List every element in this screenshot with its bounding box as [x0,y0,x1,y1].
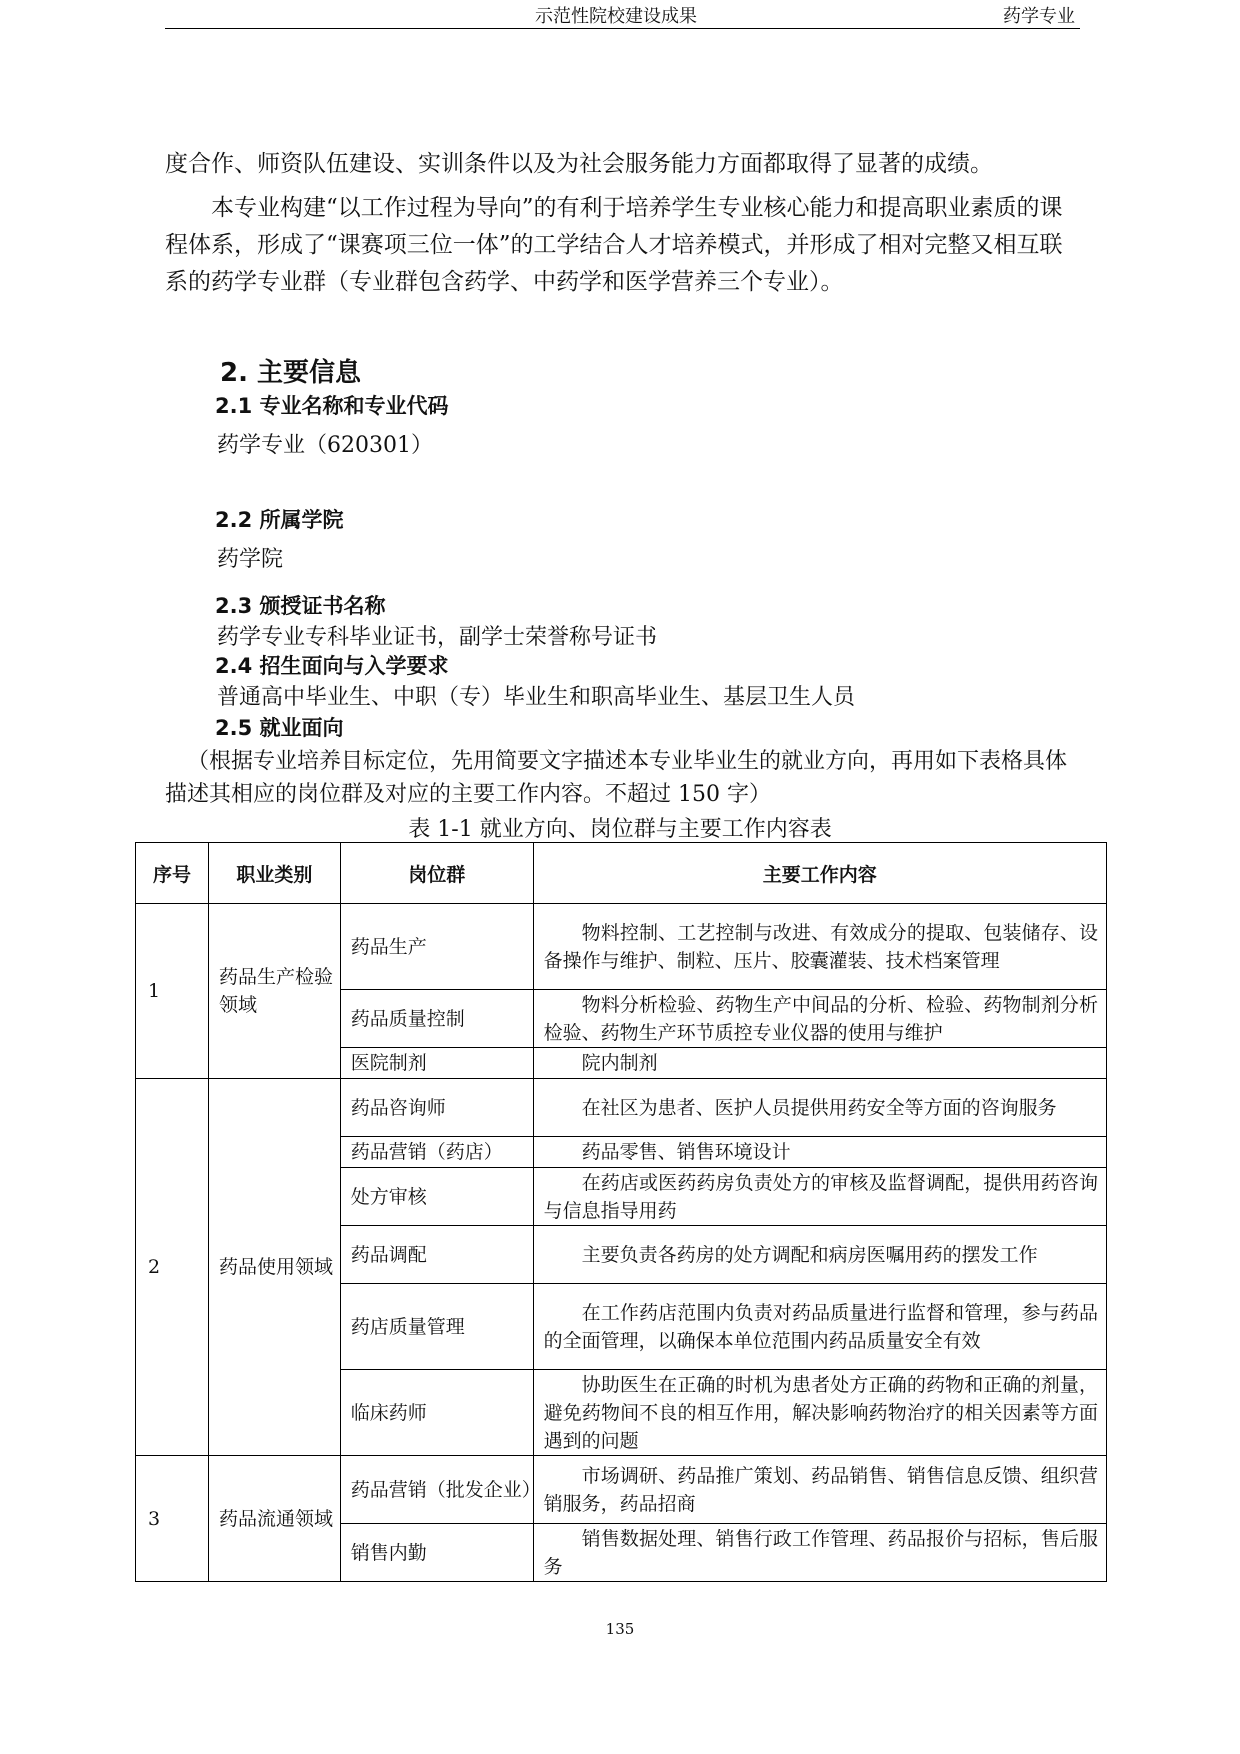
position-cell: 药品咨询师 [340,1079,533,1137]
intro-paragraph-2: 本专业构建“以工作过程为导向”的有利于培养学生专业核心能力和提高职业素质的课程体系，形成了“课赛项三位一体”的工学结合人才培养模式，并形成了相对完整又相互联系的药学专业群（专业群包含药学、中药学和医学营养三个专业）。 [165,195,1063,295]
header-category: 职业类别 [208,843,340,904]
work-cell: 药品零售、销售环境设计 [533,1137,1106,1168]
position-cell: 药品调配 [340,1226,533,1284]
work-cell: 协助医生在正确的时机为患者处方正确的药物和正确的剂量，避免药物间不良的相互作用，解决影响药物治疗的相关因素等方面遇到的问题 [533,1370,1106,1456]
subsection-2-3-title: 2.3 颁授证书名称 [215,594,386,618]
position-cell: 临床药师 [340,1370,533,1456]
subsection-2-2-body: 药学院 [217,547,284,572]
work-cell: 市场调研、药品推广策划、药品销售、销售信息反馈、组织营销服务，药品招商 [533,1456,1106,1524]
subsection-2-4-title: 2.4 招生面向与入学要求 [215,654,449,678]
header-position: 岗位群 [340,843,533,904]
category-cell: 药品流通领域 [208,1456,340,1582]
header-title: 示范性院校建设成果 [535,6,697,27]
section-title: 2. 主要信息 [220,358,362,388]
category-cell: 药品使用领域 [208,1079,340,1456]
work-cell: 在社区为患者、医护人员提供用药安全等方面的咨询服务 [533,1079,1106,1137]
work-cell: 物料分析检验、药物生产中间品的分析、检验、药物制剂分析检验、药物生产环节质控专业仪器的使用与维护 [533,990,1106,1048]
header-work: 主要工作内容 [533,843,1106,904]
subsection-2-3-body: 药学专业专科毕业证书，副学士荣誉称号证书 [217,625,658,650]
intro-paragraph-1: 度合作、师资队伍建设、实训条件以及为社会服务能力方面都取得了显著的成绩。 [165,151,993,177]
seq-cell: 3 [136,1456,209,1582]
table-row [136,1456,1107,1524]
table-caption: 表 1-1 就业方向、岗位群与主要工作内容表 [408,817,832,842]
page-number: 135 [605,1620,635,1638]
subsection-2-5-title: 2.5 就业面向 [215,716,344,740]
position-cell: 药品营销（批发企业） [340,1456,533,1524]
employment-table [135,842,1107,1582]
position-cell: 药店质量管理 [340,1284,533,1370]
header-seq: 序号 [136,843,209,904]
position-cell: 处方审核 [340,1168,533,1226]
work-cell: 主要负责各药房的处方调配和病房医嘱用药的摆发工作 [533,1226,1106,1284]
table-header-row [136,843,1107,904]
page-header [165,0,1080,29]
position-cell: 药品生产 [340,904,533,990]
work-cell: 在工作药店范围内负责对药品质量进行监督和管理，参与药品的全面管理，以确保本单位范围内药品质量安全有效 [533,1284,1106,1370]
work-cell: 院内制剂 [533,1048,1106,1079]
header-major: 药学专业 [1003,6,1075,27]
position-cell: 药品质量控制 [340,990,533,1048]
table-row [136,904,1107,990]
subsection-2-5-body: （根据专业培养目标定位，先用简要文字描述本专业毕业生的就业方向，再用如下表格具体描述其相应的岗位群及对应的主要工作内容。不超过 150 字） [165,749,1068,807]
work-cell: 在药店或医药药房负责处方的审核及监督调配，提供用药咨询与信息指导用药 [533,1168,1106,1226]
subsection-2-2-title: 2.2 所属学院 [215,508,344,532]
work-cell: 物料控制、工艺控制与改进、有效成分的提取、包装储存、设备操作与维护、制粒、压片、胶囊灌装、技术档案管理 [533,904,1106,990]
seq-cell: 1 [136,904,209,1079]
category-cell: 药品生产检验领域 [208,904,340,1079]
subsection-2-1-body: 药学专业（620301） [217,433,433,458]
position-cell: 药品营销（药店） [340,1137,533,1168]
subsection-2-4-body: 普通高中毕业生、中职（专）毕业生和职高毕业生、基层卫生人员 [217,685,856,710]
seq-cell: 2 [136,1079,209,1456]
position-cell: 销售内勤 [340,1524,533,1582]
position-cell: 医院制剂 [340,1048,533,1079]
subsection-2-1-title: 2.1 专业名称和专业代码 [215,394,449,418]
table-row [136,1079,1107,1137]
work-cell: 销售数据处理、销售行政工作管理、药品报价与招标，售后服务 [533,1524,1106,1582]
